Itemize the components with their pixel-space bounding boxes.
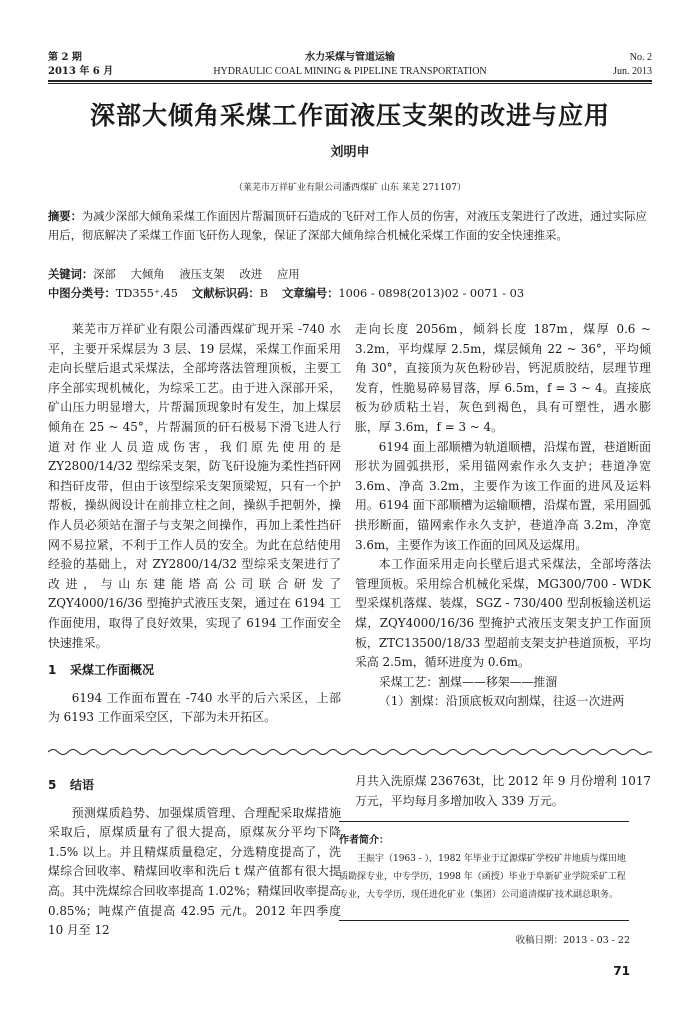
abstract: [48, 207, 648, 245]
journal-name-cn: 水力采煤与管道运输: [305, 52, 395, 63]
page-number: 71: [613, 964, 630, 978]
conclusion-paragraph: 预测煤质趋势、加强煤质管理、合理配采取煤措施采取后，原煤质量有了很大提高，原煤灰分平均下降 1.5% 以上。并且精煤质量稳定，分选精度提高了，洗煤综合回收率、精煤回收率和洗后 t 煤产值都有很大提高。其中洗煤综合回收率提高 1.02%；精煤回收率提高 0.85%；吨煤产值提高 42.95 元/t。2012 年四季度 10 月至 12: [48, 805, 341, 938]
bio-rule: [339, 920, 629, 921]
journal-name-en: HYDRAULIC COAL MINING & PIPELINE TRANSPORTATION: [213, 66, 487, 77]
article-number-value: 1006 - 0898(2013)02 - 0071 - 03: [338, 287, 525, 300]
header-rule: [48, 80, 652, 82]
conclusion-continued: [355, 772, 651, 811]
section-5-heading: [48, 776, 341, 796]
section-5-number: 5: [48, 778, 57, 792]
section-1-number: 1: [48, 663, 57, 678]
right-column: [355, 320, 651, 712]
affiliation: （莱芜市万祥矿业有限公司潘西煤矿 山东 莱芜 271107）: [234, 183, 466, 193]
keywords-label: 关键词：: [48, 268, 94, 281]
author-bio-text: 王振宇（1963 - ），1982 年毕业于辽源煤矿学校矿井地质与煤田地质勘探专业，中专学历，1998 年（函授）毕业于阜新矿业学院采矿工程专业，大专学历，现任进化矿业（集团）公司道清煤矿技术副总职务。: [339, 854, 626, 900]
article-number-label: 文章编号：: [282, 287, 339, 300]
classification-line: [48, 284, 668, 303]
right-paragraph-3: 本工作面采用走向长壁后退式采煤法，全部垮落法管理顶板。采用综合机械化采煤，MG300/700 - WDK 型采煤机落煤、装煤，SGZ - 730/400 型刮板输送机运煤，ZQY4000/16/36 型掩护式液压支架支护工作面顶板，ZTC13500/18/33 型超前支架支护巷道顶板，平均采高 2.5m，循环进度为 0.6m。: [355, 557, 651, 670]
keywords: [48, 265, 648, 284]
header-issue-cn: 第 2 期: [48, 52, 82, 63]
clc-label: 中图分类号：: [48, 287, 116, 300]
intro-paragraph: 莱芜市万祥矿业有限公司潘西煤矿现开采 -740 水平，主要开采煤层为 3 层、19 层煤，采煤工作面采用走向长壁后退式采煤法，全部垮落法管理顶板，主要工序全部实现机械化，为综采工艺。由于进入深部开采，矿山压力明显增大，片帮漏顶现象时有发生，加上煤层倾角在 25 ~ 45°，片帮漏顶的矸石极易下滑飞进人行道对作业人员造成伤害，我们原先使用的是 ZY2800/14/32 型综采支架，防飞矸设施为柔性挡矸网和挡矸皮带，但由于该型综采支架顶梁短，只有一个护帮板，操纵阀设计在前排立柱之间，操纵手把朝外，操作人员必须站在溜子与支架之间操作，再加上柔性挡矸网不易拉紧，不利于工作人员的安全。为此在总结使用经验的基础上，对 ZY2800/14/32 型综采支架进行了改进，与山东建能塔高公司联合研发了 ZQY4000/16/36 型掩护式液压支架，通过在 6194 工作面使用，取得了良好效果，实现了 6194 工作面安全快速推采。: [48, 322, 341, 650]
right-paragraph-5: （1）割煤：沿顶底板双向割煤，往返一次进两: [378, 694, 625, 709]
section-5-title: 结语: [70, 778, 95, 792]
author-bio-label: 作者简介：: [339, 835, 389, 846]
header-date-en: Jun. 2013: [613, 66, 652, 77]
keywords-text: 深部 大倾角 液压支架 改进 应用: [93, 268, 300, 281]
header-date-cn: 2013 年 6 月: [48, 66, 114, 77]
conclusion-continued-paragraph: 月共入洗原煤 236763t，比 2012 年 9 月份增利 1017 万元，平均每月多增加收入 339 万元。: [355, 774, 651, 808]
header-issue-en: No. 2: [629, 52, 652, 63]
section-1-heading: [48, 661, 341, 681]
received-date: 收稿日期：2013 - 03 - 22: [515, 935, 630, 946]
section-1-title: 采煤工作面概况: [70, 663, 155, 678]
section-1-paragraph: 6194 工作面布置在 -740 水平的后六采区，上部为 6193 工作面采空区，下部为未开拓区。: [48, 690, 341, 725]
doc-code-label: 文献标识码：: [191, 287, 260, 300]
right-paragraph-1: 走向长度 2056m，倾斜长度 187m，煤厚 0.6 ~ 3.2m，平均煤厚 2.5m，煤层倾角 22 ~ 36°，平均倾角 30°，直接顶为灰色粉砂岩，钙泥质胶结，层理节理发育，性脆易碎易冒落，厚 6.5m，f = 3 ~ 4。直接底板为砂质粘土岩，灰色到褐色，具有可塑性，遇水膨胀，厚 3.6m，f = 3 ~ 4。: [355, 322, 651, 434]
abstract-text: 为减少深部大倾角采煤工作面因片帮漏顶矸石造成的飞矸对工作人员的伤害，对液压支架进行了改进，通过实际应用后，彻底解决了采煤工作面飞矸伤人现象，保证了深部大倾角综合机械化采煤工作面的安全快速推采。: [48, 210, 647, 242]
author-bio: [339, 832, 629, 904]
paper-title: 深部大倾角采煤工作面液压支架的改进与应用: [89, 101, 610, 130]
right-paragraph-2: 6194 面上部顺槽为轨道顺槽，沿煤布置，巷道断面形状为圆弧拱形，采用锚网索作永久支护；巷道净宽 3.6m、净高 3.2m，主要作为该工作面的进风及运料用。6194 面下部顺槽为运输顺槽，沿煤布置，采用圆弧拱形断面，锚网索作永久支护，巷道净高 3.2m，净宽 3.6m，主要作为该工作面的回风及运煤用。: [355, 439, 651, 552]
abstract-label: 摘要：: [48, 210, 82, 223]
author-name: 刘明申: [330, 145, 370, 160]
conclusion-column: [48, 772, 341, 941]
wavy-separator: [48, 747, 652, 757]
right-paragraph-4: 采煤工艺：割煤——移架——推溜: [378, 674, 558, 689]
left-column: [48, 320, 341, 728]
doc-code-value: B: [259, 287, 268, 300]
header-rule-thin: [48, 83, 652, 84]
footnote-rule: [339, 821, 629, 822]
clc-value: TD355⁺.45: [115, 287, 178, 300]
